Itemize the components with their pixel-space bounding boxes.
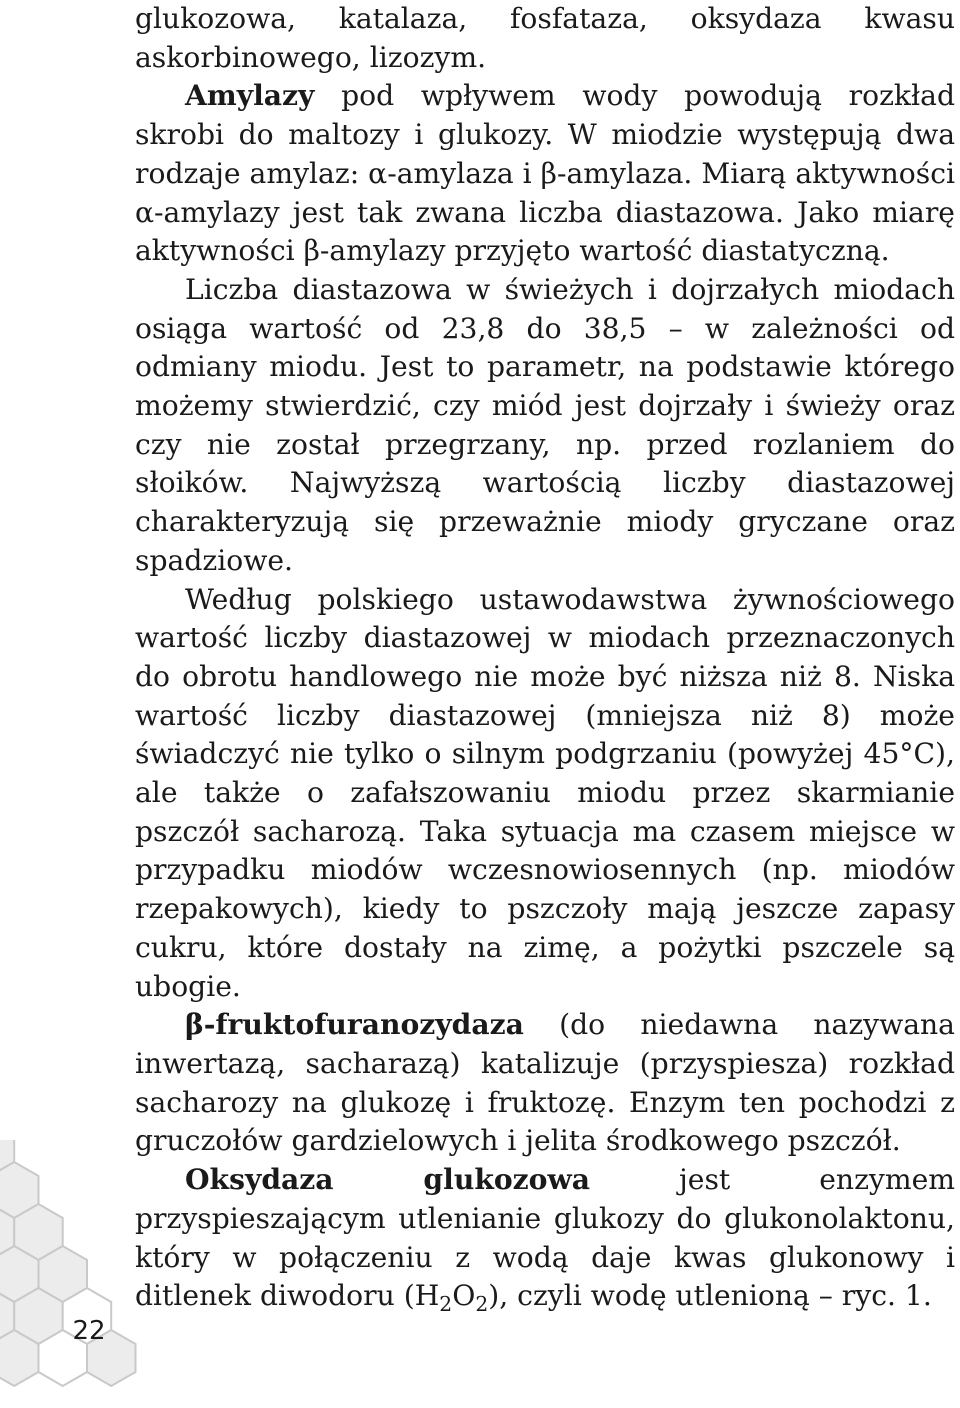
term-amylazy: Amylazy: [185, 79, 315, 113]
paragraph-liczba-diastazowa: Liczba diastazowa w świeżych i dojrzałych miodach osiąga wartość od 23,8 do 38,5 – w zależności od odmiany miodu. Jest to parametr, na podstawie którego możemy stwierdzić, czy miód jest dojrzały i świeży oraz czy nie został przegrzany, np. przed rozlaniem do słoików. Najwyższą wartością liczby diastazowej charakteryzują się przeważnie miody gryczane oraz spadziowe.: [135, 272, 955, 577]
subscript-o2: 2: [475, 1292, 489, 1317]
term-oksydaza-glukozowa: Oksydaza glukozowa: [185, 1163, 591, 1197]
paragraph-enzyme-list-end: glukozowa, katalaza, fosfataza, oksydaza kwasu askorbinowego, lizozym.: [135, 2, 955, 74]
subscript-h2: 2: [439, 1292, 453, 1317]
page-number: 22: [72, 1316, 106, 1346]
honeycomb-cells: [0, 1140, 135, 1386]
paragraph-amylazy: Amylazy pod wpływem wody powodują rozkład skrobi do maltozy i glukozy. W miodzie występują dwa rodzaje amylaz: α-amylaza i β-amylaza. Miarą aktywności α-amylazy jest tak zwana liczba diastazowa. Jako miarę aktywności β-amylazy przyjęto wartość diastatyczną.: [135, 79, 955, 268]
paragraph-fruktofuranozydaza: β-fruktofuranozydaza (do niedawna nazywana inwertazą, sacharazą) katalizuje (przyspiesza) rozkład sacharozy na glukozę i fruktozę. Enzym ten pochodzi z gruczołów gardzielowych i jelita środkowego pszczół.: [135, 1008, 955, 1158]
body-text: [135, 0, 955, 1316]
paragraph-ustawodawstwo: Według polskiego ustawodawstwa żywnościowego wartość liczby diastazowej w miodach przeznaczonych do obrotu handlowego nie może być niższa niż 8. Niska wartość liczby diastazowej (mniejsza niż 8) może świadczyć nie tylko o silnym podgrzaniu (powyżej 45°C), ale także o zafałszowaniu miodu przez skarmianie pszczół sacharozą. Taka sytuacja ma czasem miejsce w przypadku miodów wczesnowiosennych (np. miodów rzepakowych), kiedy to pszczoły mają jeszcze zapasy cukru, które dostały na zimę, a pożytki pszczele są ubogie.: [135, 582, 955, 1003]
honeycomb-decoration: [0, 1140, 170, 1408]
paragraph-oksydaza-glukozowa: Oksydaza glukozowa jest enzymem przyspieszającym utlenianie glukozy do glukonolaktonu, który w połączeniu z wodą daje kwas glukonowy i ditlenek diwodoru $(H_2O_2)$, czyli wodę utlenioną – ryc. 1.: [135, 1163, 955, 1317]
term-fruktofuranozydaza: β-fruktofuranozydaza: [185, 1008, 524, 1042]
